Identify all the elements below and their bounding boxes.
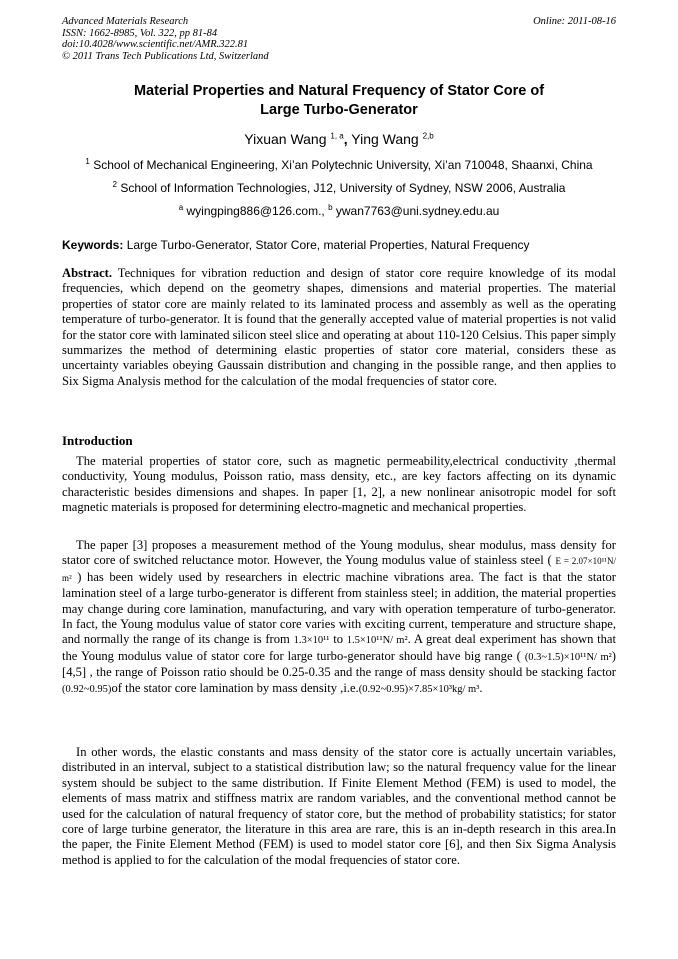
email-b-sup: b [328, 203, 333, 212]
abstract-text: Techniques for vibration reduction and design of stator core require knowledge of its modal frequencies, which depend on the geometry shapes, dimensions and material properties. The material properties of stator core are mainly related to its laminated process and assembly as well as the operating temperature of turbo-generator. It is found that the generally accepted value of material properties is not valid for the stator core with laminated silicon steel slice and operating at about 110-120 Celsius. This paper simply summarizes the method of determining elastic properties of stator core material, considers these as uncertainty variables obeying Gaussain distribution and changing in the possible range, and then applies to Six Sigma Analysis method for the calculation of the modal frequencies of stator core. [62, 266, 616, 388]
copyright-line: © 2011 Trans Tech Publications Ltd, Switzerland [62, 50, 269, 62]
abstract-label: Abstract. [62, 266, 113, 280]
email-a[interactable]: wyingping886@126.com. [186, 204, 322, 218]
keywords-label: Keywords: [62, 238, 124, 252]
title-line-2: Large Turbo-Generator [260, 102, 418, 118]
p2-text-g: . [479, 680, 483, 695]
email-line: $^a$ wyingping886@126.com., $^b$ ywan7763@uni.sydney.edu.au [178, 203, 500, 218]
p2-text-c: to [333, 632, 343, 647]
formula-young-modulus-steel: E = 2.07×10¹¹N/ m² [62, 556, 616, 583]
p2-text-b: ) has been widely used by researchers in electric machine vibrations area. The fact is that the stator lamination steel of a large turbo-generator is different from stainless steel; in addition, the material properties may change during core lamination, manufacturing, and vary with operation temperature of turbo-generator. In fact, the Young modulus value of stator core varies with exciting current, temperature and structure shape, and normally the range of its change is from [62, 569, 616, 647]
keywords-text: Large Turbo-Generator, Stator Core, material Properties, Natural Frequency [126, 238, 530, 252]
affiliation-2-text: School of Information Technologies, J12, University of Sydney, NSW 2006, Australia [120, 181, 566, 195]
keywords [62, 237, 616, 253]
affiliation-1-text: School of Mechanical Engineering, Xi’an Polytechnic University, Xi’an 710048, Shaanxi, China [93, 158, 593, 172]
formula-mass-density: (0.92~0.95)×7.85×10³kg/ m³ [358, 683, 480, 695]
paper-title [62, 82, 616, 120]
author-2-sup: 2,b [422, 131, 434, 141]
affiliation-2 [62, 180, 616, 196]
formula-range-high: 1.5×10¹¹N/ m² [346, 635, 408, 647]
author-1-sup: 1, a [330, 131, 344, 141]
p2-text-d: . A great deal experiment has shown that the Young modulus value of stator core for large turbo-generator should have big range ( [62, 632, 617, 663]
intro-paragraph-3: In other words, the elastic constants and mass density of the stator core is actually uncertain variables, distributed in an interval, subject to a statistical distribution law; so the natural frequency value for the linear system should be subject to the same distribution. If Finite Element Method (FEM) is used to model, the elements of mass matrix and stiffness matrix are random variables, and the conventional method cannot be used for the calculation of natural frequency of stator core, but the method of probability statistics; for stator core of large turbine generator, the literature in this area are rare, this is an in-depth research in this area.In the paper, the Finite Element Method (FEM) is used to model stator core [6], and then Six Sigma Analysis method is applied to for the calculation of the modal frequencies of stator core. [62, 745, 616, 867]
abstract [62, 266, 616, 389]
online-date: Online: 2011-08-16 [533, 16, 616, 27]
p2-text-e: )[4,5] , the range of Poisson ratio should be 0.25-0.35 and the range of mass density should be stacking factor [62, 648, 616, 680]
p2-text-f: of the stator core lamination by mass density ,i.e. [111, 680, 359, 695]
intro-paragraph-2 [62, 538, 616, 697]
author-2: Ying Wang [351, 131, 419, 147]
author-1: Yixuan Wang [244, 131, 327, 147]
formula-range-low: 1.3×10¹¹ [293, 635, 330, 647]
author-list: Yixuan Wang $^{1, a}$, Ying Wang $^{2,b}$ [244, 131, 434, 147]
introduction-heading: Introduction [62, 433, 133, 448]
affiliation-2-sup: 2 [112, 180, 117, 189]
journal-name: Advanced Materials Research [62, 16, 189, 27]
formula-stacking-factor: (0.92~0.95) [62, 683, 112, 695]
title-line-1: Material Properties and Natural Frequency of Stator Core of [133, 83, 545, 99]
affiliation-1 [62, 157, 616, 173]
intro-paragraph-1: The material properties of stator core, such as magnetic permeability,electrical conductivity ,thermal conductivity, Young modulus, Poisson ratio, mass density, etc., are key factors affecting on its dynamic characteristic besides dimensions and shapes. In paper [1, 2], a new nonlinear anisotropic model for soft magnetic materials is proposed for determining electro-magnetic and mechanical properties. [62, 454, 616, 515]
affiliation-1-sup: 1 [85, 157, 90, 166]
journal-header [62, 16, 269, 62]
issn-line: ISSN: 1662-8985, Vol. 322, pp 81-84 [62, 27, 218, 39]
p2-text-a: The paper [3] proposes a measurement method of the Young modulus, shear modulus, mass density for stator core of switched reluctance motor. However, the Young modulus value of stainless steel ( [62, 538, 616, 568]
email-b[interactable]: ywan7763@uni.sydney.edu.au [335, 204, 500, 218]
doi-line: doi:10.4028/www.scientific.net/AMR.322.81 [62, 39, 249, 50]
formula-young-range: (0.3~1.5)×10¹¹N/ m² [524, 651, 612, 663]
email-a-sup: a [178, 203, 184, 212]
